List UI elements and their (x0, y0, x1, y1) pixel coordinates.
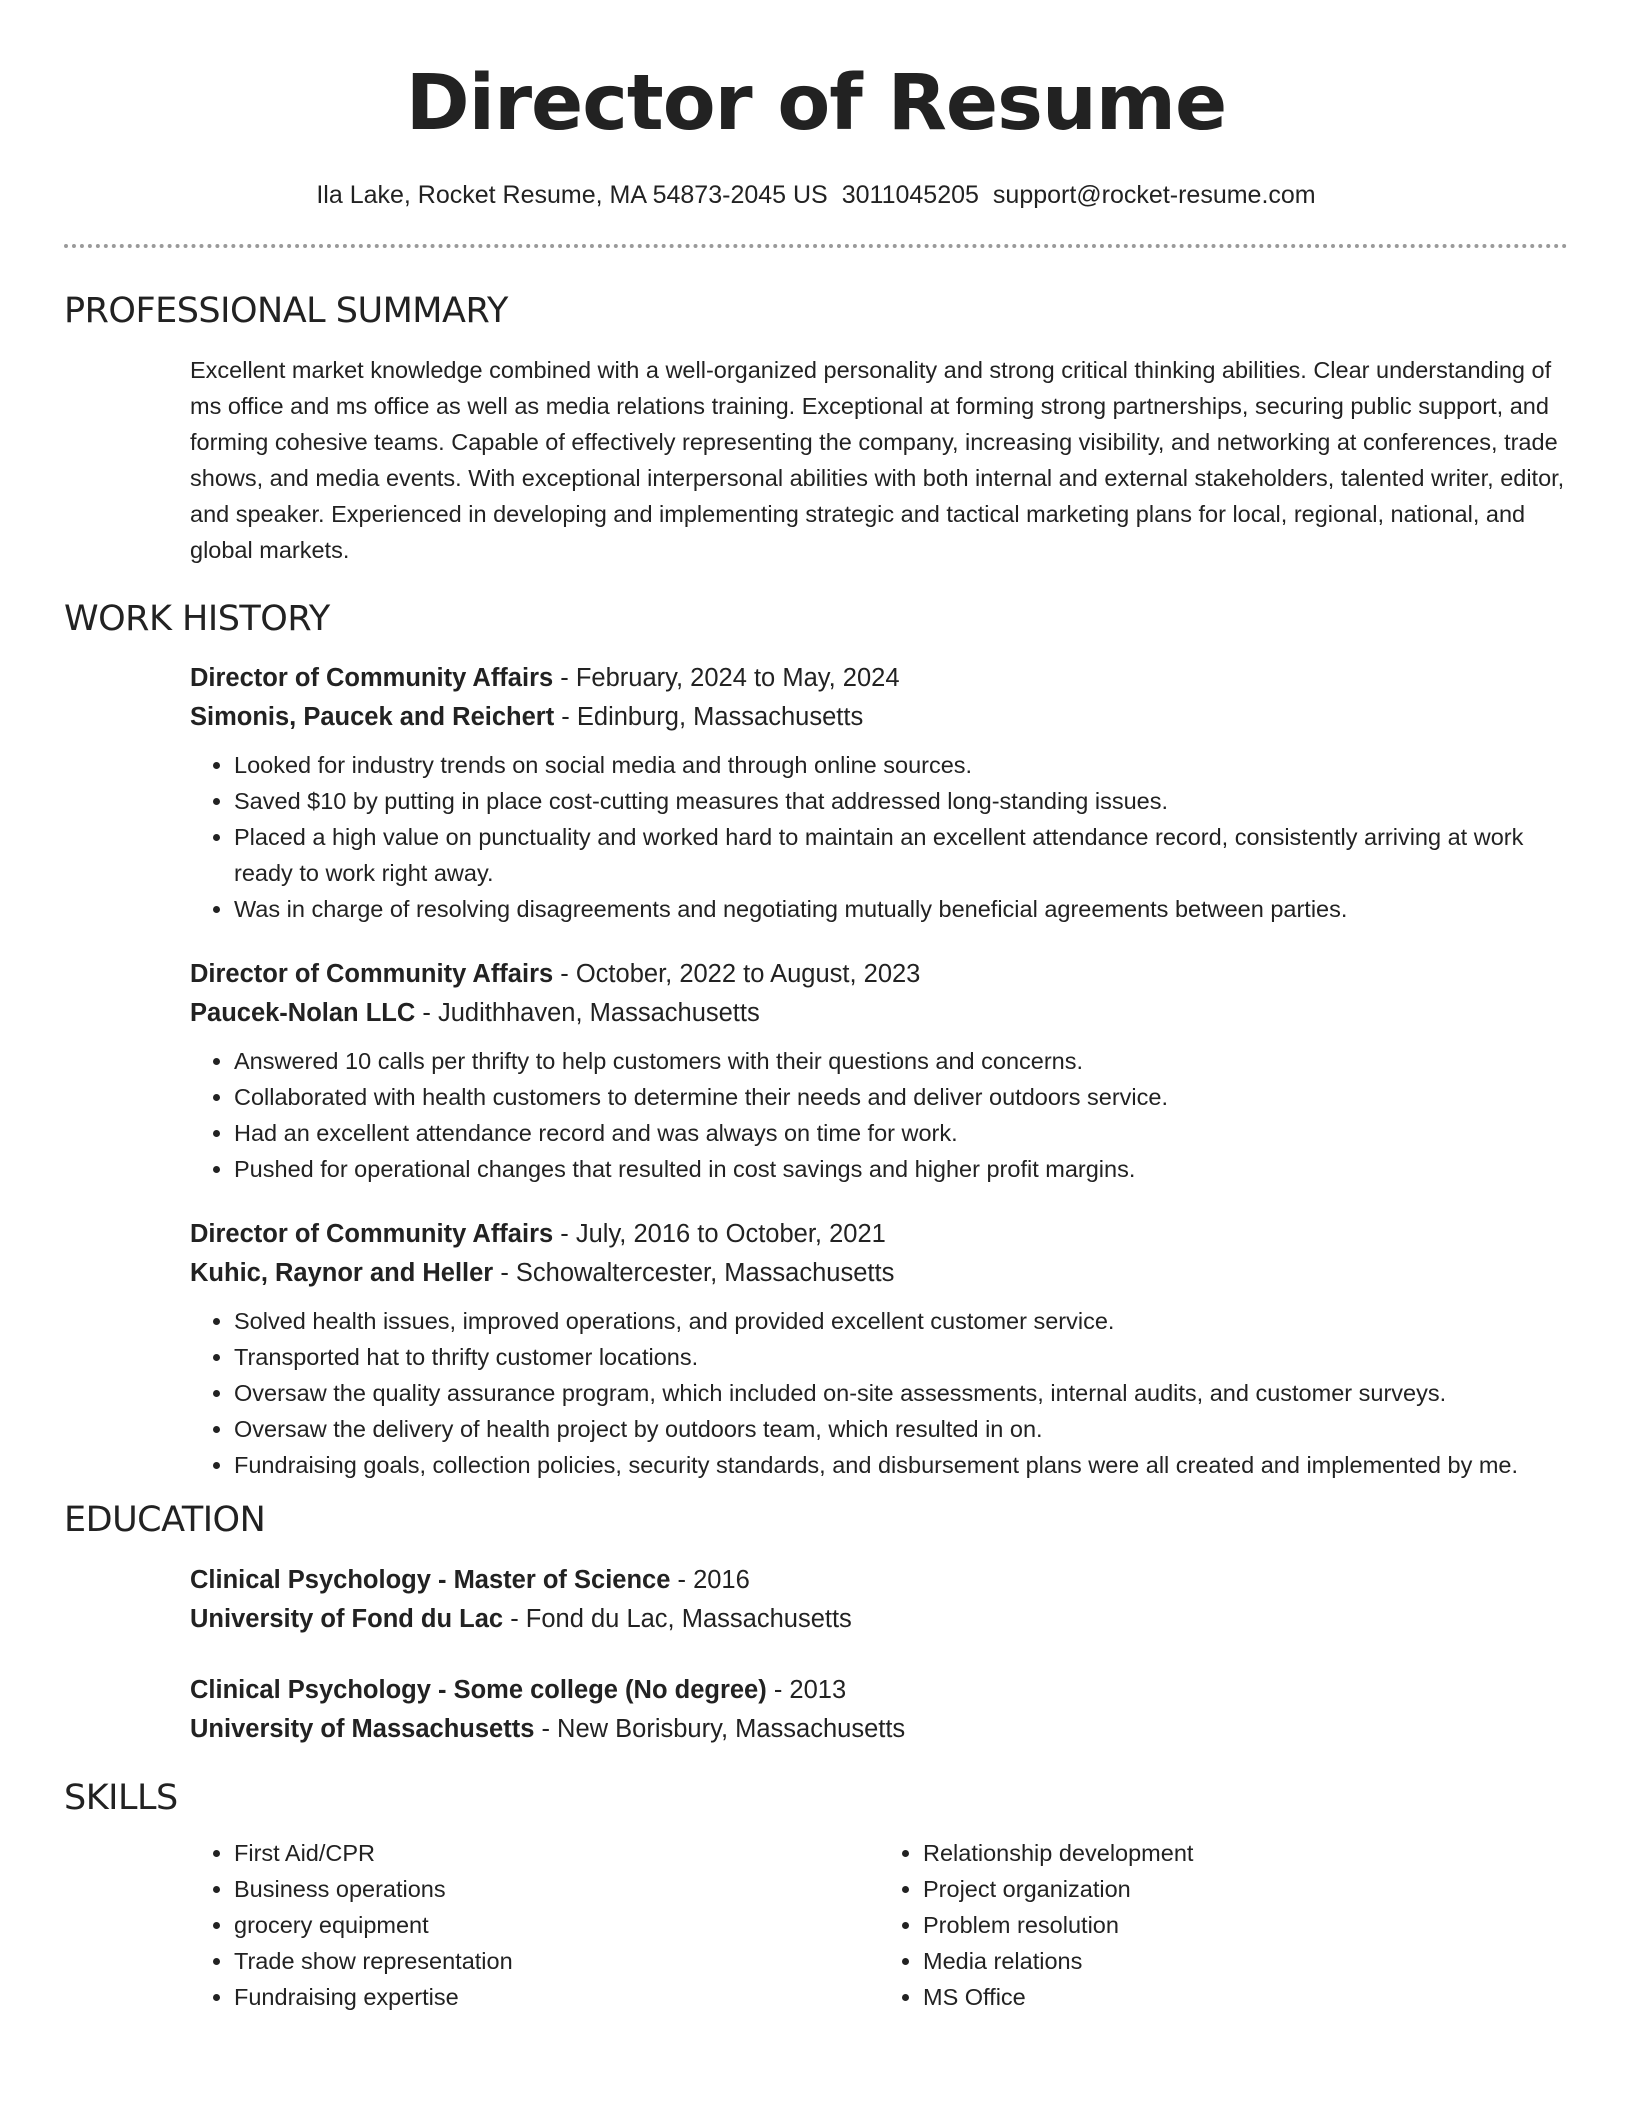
school-location: - Fond du Lac, Massachusetts (503, 1605, 852, 1633)
job-title-line (190, 955, 1568, 994)
school-name: University of Massachusetts (190, 1715, 535, 1743)
work-section (64, 598, 1568, 1483)
skill-item: • Project organization (923, 1871, 1568, 1907)
job-company: Simonis, Paucek and Reichert (190, 703, 555, 731)
summary-heading: PROFESSIONAL SUMMARY (64, 291, 508, 331)
job-company-line (190, 994, 1568, 1033)
resume-name: Director of Resume (405, 59, 1227, 148)
job-location: - Schowaltercester, Massachusetts (493, 1259, 895, 1287)
job-role: Director of Community Affairs (190, 664, 554, 692)
job-bullet: • Had an excellent attendance record and was always on time for work. (234, 1115, 1568, 1151)
job-company-line (190, 698, 1568, 737)
skill-item: • Business operations (234, 1871, 879, 1907)
skill-item: • Media relations (923, 1943, 1568, 1979)
work-heading: WORK HISTORY (64, 599, 330, 639)
job-bullets (190, 1303, 1568, 1483)
summary-text: Excellent market knowledge combined with a well-organized personality and strong critical thinking abilities. Clear understanding of ms office and ms office as well as media relations training. Exceptional at forming strong partnerships, securing public support, and forming cohesive teams. Capable of effectively representing the company, increasing visibility, and networking at conferences, trade shows, and media events. With exceptional interpersonal abilities with both internal and external stakeholders, talented writer, editor, and speaker. Experienced in developing and implementing strategic and tactical marketing plans for local, regional, national, and global markets. (190, 357, 1565, 563)
degree-name: Clinical Psychology - Master of Science (190, 1566, 671, 1594)
job-location: - Judithhaven, Massachusetts (415, 999, 760, 1027)
contact-email[interactable]: support@rocket-resume.com (992, 181, 1316, 209)
job-bullet: • Oversaw the delivery of health project by outdoors team, which resulted in on. (234, 1411, 1568, 1447)
job-bullet: • Placed a high value on punctuality and worked hard to maintain an excellent attendance record, consistently arriving at work ready to work right away. (234, 819, 1568, 891)
skill-item: • Fundraising expertise (234, 1979, 879, 2015)
job-bullet: • Pushed for operational changes that resulted in cost savings and higher profit margins. (234, 1151, 1568, 1187)
skill-item: • MS Office (923, 1979, 1568, 2015)
header-divider (64, 244, 1568, 248)
job-bullet: • Solved health issues, improved operations, and provided excellent customer service. (234, 1303, 1568, 1339)
school-name: University of Fond du Lac (190, 1605, 504, 1633)
school-line (190, 1710, 1568, 1749)
job-bullet: • Transported hat to thrifty customer locations. (234, 1339, 1568, 1375)
job-role: Director of Community Affairs (190, 960, 554, 988)
skill-item: • grocery equipment (234, 1907, 879, 1943)
skill-item: • Problem resolution (923, 1907, 1568, 1943)
job-entry (190, 1215, 1568, 1483)
job-bullets (190, 747, 1568, 927)
job-dates: - July, 2016 to October, 2021 (553, 1220, 886, 1248)
job-bullet: • Saved $10 by putting in place cost-cutting measures that addressed long-standing issues. (234, 783, 1568, 819)
job-role: Director of Community Affairs (190, 1220, 554, 1248)
skills-heading: SKILLS (64, 1778, 178, 1818)
job-title-line (190, 659, 1568, 698)
job-bullet: • Collaborated with health customers to determine their needs and deliver outdoors service. (234, 1079, 1568, 1115)
contact-phone: 3011045205 (841, 181, 979, 209)
education-heading: EDUCATION (64, 1500, 266, 1540)
skill-item: • First Aid/CPR (234, 1835, 879, 1871)
skills-list-left (190, 1835, 879, 2015)
degree-name: Clinical Psychology - Some college (No degree) (190, 1676, 767, 1704)
skill-item: • Trade show representation (234, 1943, 879, 1979)
job-entry (190, 659, 1568, 927)
school-line (190, 1600, 1568, 1639)
education-section (64, 1499, 1568, 1749)
education-entry (190, 1561, 1568, 1639)
job-bullet: • Answered 10 calls per thrifty to help customers with their questions and concerns. (234, 1043, 1568, 1079)
job-company: Paucek-Nolan LLC (190, 999, 416, 1027)
degree-line (190, 1561, 1568, 1600)
education-entry (190, 1671, 1568, 1749)
job-entry (190, 955, 1568, 1187)
skills-list-right (879, 1835, 1568, 2015)
degree-line (190, 1671, 1568, 1710)
job-bullet: • Was in charge of resolving disagreements and negotiating mutually beneficial agreements between parties. (234, 891, 1568, 927)
job-title-line (190, 1215, 1568, 1254)
job-company-line (190, 1254, 1568, 1293)
school-location: - New Borisbury, Massachusetts (534, 1715, 906, 1743)
skill-item: • Relationship development (923, 1835, 1568, 1871)
job-bullets (190, 1043, 1568, 1187)
degree-year: - 2016 (670, 1566, 750, 1594)
job-bullet: • Oversaw the quality assurance program, which included on-site assessments, internal audits, and customer surveys. (234, 1375, 1568, 1411)
job-dates: - October, 2022 to August, 2023 (553, 960, 921, 988)
degree-year: - 2013 (766, 1676, 847, 1704)
job-location: - Edinburg, Massachusetts (554, 703, 864, 731)
job-bullet: • Fundraising goals, collection policies, security standards, and disbursement plans were all created and implemented by me. (234, 1447, 1568, 1483)
job-dates: - February, 2024 to May, 2024 (553, 664, 900, 692)
job-bullet: • Looked for industry trends on social media and through online sources. (234, 747, 1568, 783)
job-company: Kuhic, Raynor and Heller (190, 1259, 494, 1287)
contact-line (64, 180, 1568, 210)
summary-section (64, 290, 1568, 568)
skills-section (64, 1777, 1568, 2015)
contact-address: Ila Lake, Rocket Resume, MA 54873-2045 US (316, 181, 828, 209)
